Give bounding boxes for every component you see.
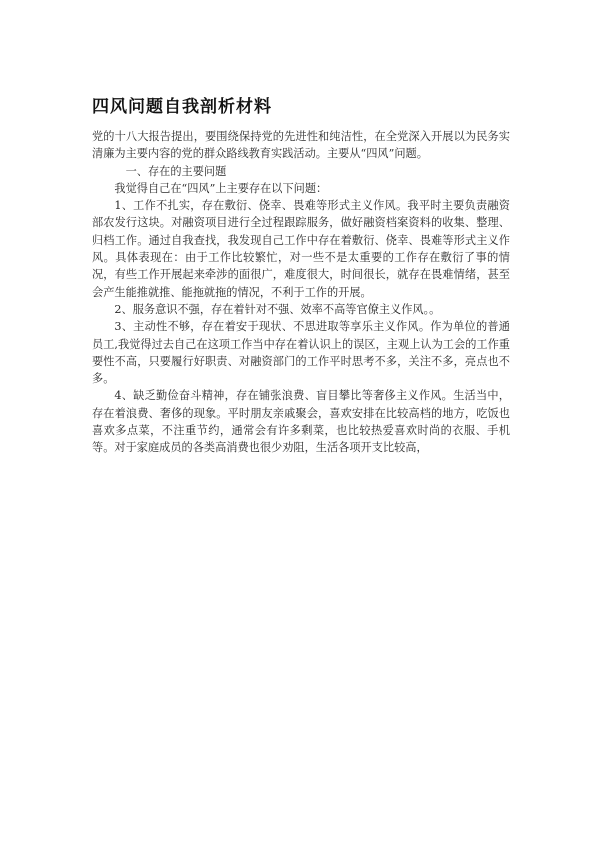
issue-paragraph-3: 3、主动性不够，存在着安于现状、不思进取等享乐主义作风。作为单位的普通员工,我觉得过去自己在这项工作当中存在着认识上的误区，主观上认为工会的工作重要性不高，只要履行好职责、对融资部门的工作平时思考不多，关注不多，亮点也不多。 [92, 320, 510, 386]
issue-paragraph-2: 2、服务意识不强，存在着针对不强、效率不高等官僚主义作风。。 [114, 302, 441, 316]
document-title: 四风问题自我剖析材料 [92, 97, 272, 117]
section-heading: 一、存在的主要问题 [125, 164, 227, 178]
document-body [92, 128, 510, 457]
intro-paragraph: 党的十八大报告提出，要围绕保持党的先进性和纯洁性，在全党深入开展以为民务实清廉为主要内容的党的群众路线教育实践活动。主要从“四风”问题。 [92, 130, 510, 161]
issue-paragraph-1: 1、工作不扎实，存在敷衍、侥幸、畏难等形式主义作风。我平时主要负责融资部农发行这块。对融资项目进行全过程跟踪服务，做好融资档案资料的收集、整理、归档工作。通过自我查找，我发现自己工作中存在着敷衍、侥幸、畏难等形式主义作风。具体表现在：由于工作比较繁忙，对一些不是太重要的工作存在敷衍了事的情况，有些工作开展起来牵涉的面很广，难度很大，时间很长，就存在畏难情绪，甚至会产生能推就推、能拖就拖的情况，不利于工作的开展。 [92, 199, 510, 299]
lead-paragraph: 我觉得自己在“四风”上主要存在以下问题： [114, 181, 328, 195]
issue-paragraph-4: 4、缺乏勤俭奋斗精神，存在铺张浪费、盲目攀比等奢侈主义作风。生活当中，存在着浪费、奢侈的现象。平时朋友亲戚聚会，喜欢安排在比较高档的地方，吃饭也喜欢多点菜，不注重节约，通常会有许多剩菜，也比较热爱喜欢时尚的衣服、手机等。对于家庭成员的各类高消费也很少劝阻，生活各项开支比较高， [92, 389, 510, 455]
